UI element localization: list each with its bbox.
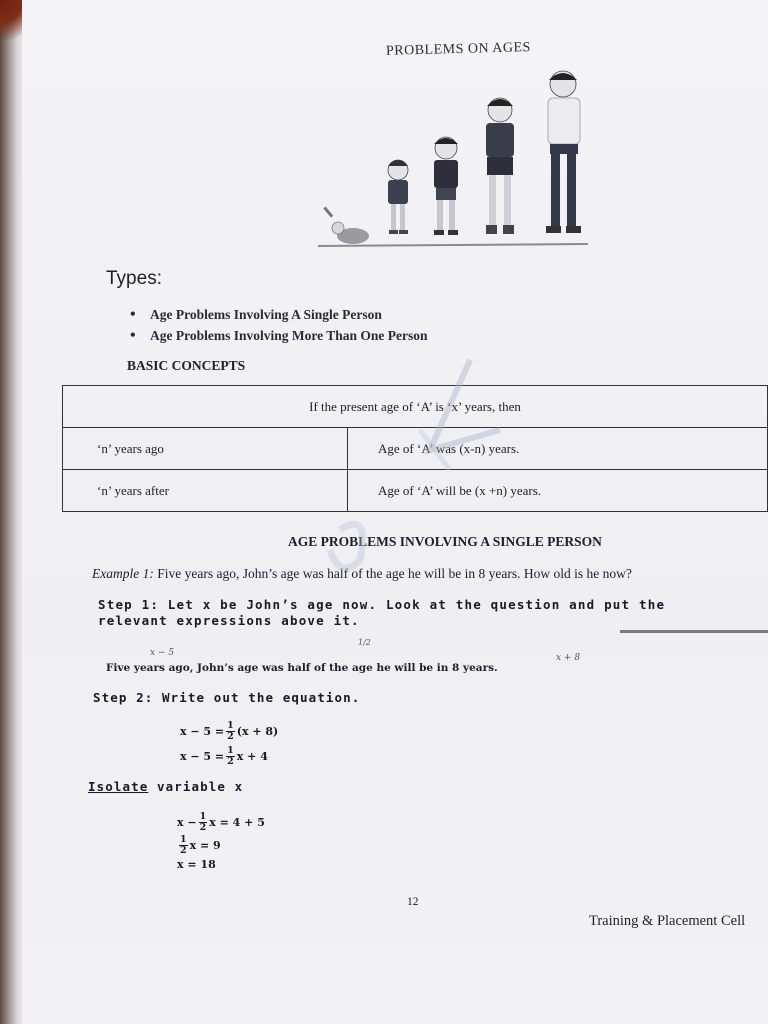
expression-left: x − 5: [150, 648, 175, 658]
table-row: [63, 470, 768, 512]
table-header-cell: If the present age of ‘A’ is ‘x’ years, then: [63, 386, 768, 428]
fraction: $\frac{1}{2}$: [227, 720, 234, 742]
teen-figure: [546, 71, 581, 233]
step-1-text: Step 1: Let x be John’s age now. Look at the question and put the relevant expressions above it.: [98, 597, 666, 628]
footer-text: Training & Placement Cell: [589, 913, 746, 929]
example-text: Five years ago, John’s age was half of the age he will be in 8 years. How old is he now?: [153, 566, 632, 581]
table-header-row: [63, 386, 768, 428]
annotated-sentence: Five years ago, John’s age was half of the age he will be in 8 years.: [106, 662, 498, 674]
fraction: $\frac{1}{2}$: [180, 834, 187, 856]
basic-concepts-table: [62, 385, 768, 512]
types-heading: Types:: [106, 268, 162, 289]
child-3-figure: [486, 98, 514, 234]
equation-5: x = 18: [177, 858, 216, 871]
baby-figure: [323, 207, 369, 244]
child-1-figure: [388, 160, 408, 234]
section-heading: AGE PROBLEMS INVOLVING A SINGLE PERSON: [288, 534, 602, 549]
list-item: • Age Problems Involving A Single Person: [130, 304, 428, 325]
expression-mid: 1/2: [358, 638, 371, 647]
table-cell-value: Age of ‘A’ will be (x +n) years.: [348, 470, 768, 512]
equation-3: x − $\frac{1}{2}$ x = 4 + 5: [177, 811, 265, 833]
expression-right: x + 8: [556, 653, 581, 663]
example-problem: [92, 566, 632, 582]
basic-concepts-heading: BASIC CONCEPTS: [127, 358, 246, 373]
page-number: 12: [407, 896, 419, 908]
example-label: Example 1:: [92, 566, 154, 581]
equation-1: x − 5 = $\frac{1}{2}$ (x + 8): [180, 720, 279, 742]
table-row: [63, 428, 768, 470]
table-cell-value: Age of ‘A’ was (x-n) years.: [348, 428, 768, 470]
step-2-text: Step 2: Write out the equation.: [93, 690, 361, 705]
isolate-variable-heading: Isolate variable x: [88, 779, 244, 794]
types-list: [130, 304, 428, 346]
table-cell-label: ‘n’ years ago: [63, 428, 348, 470]
fraction: $\frac{1}{2}$: [199, 811, 207, 833]
table-cell-label: ‘n’ years after: [63, 470, 348, 512]
equation-4: $\frac{1}{2}$ x = 9: [180, 834, 221, 856]
growing-children-illustration: [318, 66, 598, 256]
list-item: • Age Problems Involving More Than One Person: [130, 325, 428, 346]
equation-2: x − 5 = $\frac{1}{2}$ x + 4: [180, 745, 268, 767]
fraction: $\frac{1}{2}$: [227, 745, 234, 767]
book-binding-shadow: [0, 0, 24, 1024]
child-2-figure: [434, 137, 458, 235]
page-title: PROBLEMS ON AGES: [385, 40, 532, 59]
